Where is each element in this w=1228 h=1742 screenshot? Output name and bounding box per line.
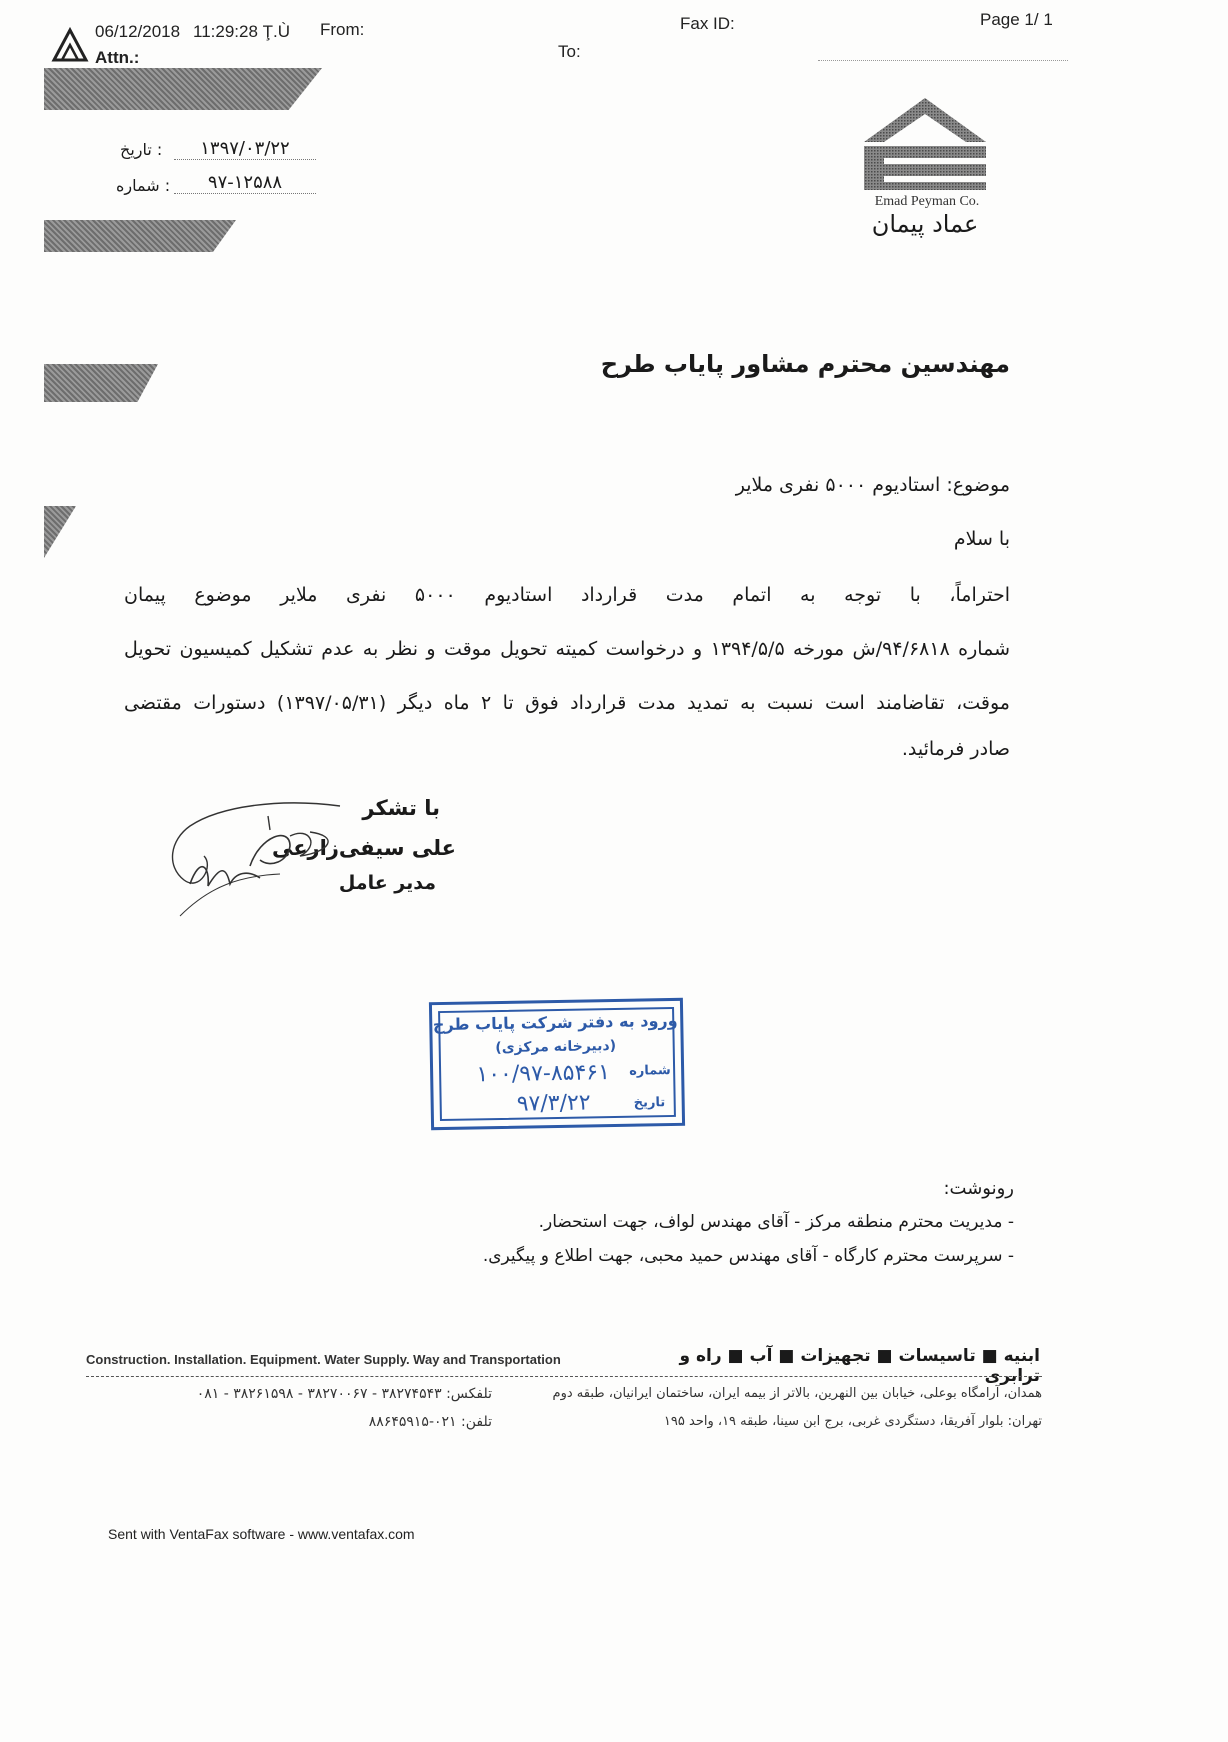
body-line-4: صادر فرمائید.: [901, 738, 1010, 760]
company-logo-icon: [862, 96, 988, 192]
footer-divider: [86, 1376, 1042, 1377]
footer-services-fa: ابنیه ■ تاسیسات ■ تجهیزات ■ آب ■ راه و ترابری: [679, 1346, 1040, 1386]
fax-to-label: To:: [558, 42, 581, 61]
stamp-line-1: ورود به دفتر شرکت پایاب طرح: [432, 1010, 678, 1035]
fax-id-label: Fax ID:: [680, 14, 735, 33]
footer-services-en: Construction. Installation. Equipment. Water Supply. Way and Transportation: [86, 1352, 561, 1367]
header-dotted-line: [818, 60, 1068, 61]
fax-page-number: Page 1/ 1: [980, 10, 1053, 29]
footer-address-tehran: تهران: بلوار آفریقا، دستگردی غربی، برج ابن سینا، طبقه ۱۹، واحد ۱۹۵: [663, 1414, 1042, 1429]
fax-logo-icon: [50, 26, 90, 64]
stamp-date-label: تاریخ: [633, 1095, 666, 1111]
fax-from-label: From:: [320, 20, 365, 39]
ventafax-note: Sent with VentaFax software - www.ventafax.com: [108, 1526, 415, 1542]
fax-time: 11:29:28 Ţ.Ù: [193, 22, 291, 41]
margin-bar-1: [44, 68, 322, 110]
letter-subject: موضوع: استادیوم ۵۰۰۰ نفری ملایر: [735, 474, 1010, 496]
letter-recipient: مهندسین محترم مشاور پایاب طرح: [600, 350, 1010, 378]
company-name-en: Emad Peyman Co.: [874, 194, 980, 209]
margin-bar-4: [44, 506, 76, 558]
body-line-1: احتراماً، با توجه به اتمام مدت قرارداد استادیوم ۵۰۰۰ نفری ملایر موضوع پیمان: [124, 584, 1011, 606]
letter-date-value: ۱۳۹۷/۰۳/۲۲: [174, 138, 316, 160]
stamp-number-label: شماره: [629, 1063, 671, 1079]
stamp-number-value: ۱۰۰/۹۷-۸۵۴۶۱: [476, 1060, 611, 1088]
company-name-fa: عماد پیمان: [871, 210, 979, 238]
fax-attn-label: Attn.:: [95, 48, 140, 67]
stamp-date-value: ۹۷/۳/۲۲: [516, 1090, 591, 1117]
letter-number-value: ۹۷-۱۲۵۸۸: [174, 172, 316, 194]
letter-number: [116, 172, 320, 200]
letter-date: [120, 138, 320, 166]
letter-number-label: : شماره: [116, 176, 171, 195]
fax-date: 06/12/2018: [95, 22, 181, 41]
body-line-2: شماره ۹۴/۶۸۱۸/ش مورخه ۱۳۹۴/۵/۵ و درخواست کمیته تحویل موقت و نظر به عدم تشکیل کمیسیون تحویل: [124, 638, 1010, 660]
body-line-3: موقت، تقاضامند است نسبت به تمدید مدت قرارداد فوق تا ۲ ماه دیگر (۱۳۹۷/۰۵/۳۱) دستورات مقتضی: [124, 692, 1010, 714]
cc-item-1: - مدیریت محترم منطقه مرکز - آقای مهندس لواف، جهت استحضار.: [538, 1212, 1014, 1232]
received-stamp: [429, 998, 685, 1130]
footer-fax-hamedan: تلفکس: ۳۸۲۷۴۵۴۳ - ۳۸۲۷۰۰۶۷ - ۳۸۲۶۱۵۹۸ - ۰۸۱: [196, 1386, 492, 1402]
footer-address-hamedan: همدان، آرامگاه بوعلی، خیابان بین النهرین، بالاتر از بیمه ایران، ساختمان ایرانیان، طبقه دوم: [552, 1386, 1042, 1401]
footer-phone-tehran: تلفن: ۰۲۱-۸۸۶۴۵۹۱۵: [368, 1414, 492, 1430]
letter-greeting: با سلام: [953, 528, 1010, 550]
letter-closing: با تشکر: [362, 796, 440, 820]
stamp-line-2: (دبیرخانه مرکزی): [495, 1037, 617, 1057]
margin-bar-3: [44, 364, 158, 402]
signature-icon: [160, 796, 380, 920]
cc-label: رونوشت:: [943, 1178, 1014, 1199]
cc-item-2: - سرپرست محترم کارگاه - آقای مهندس حمید محبی، جهت اطلاع و پیگیری.: [482, 1246, 1014, 1266]
signer-name: علی سیفی‌زارعی: [271, 836, 456, 860]
signer-title: مدیر عامل: [338, 872, 436, 894]
margin-bar-2: [44, 220, 236, 252]
letter-date-label: : تاریخ: [120, 140, 163, 159]
